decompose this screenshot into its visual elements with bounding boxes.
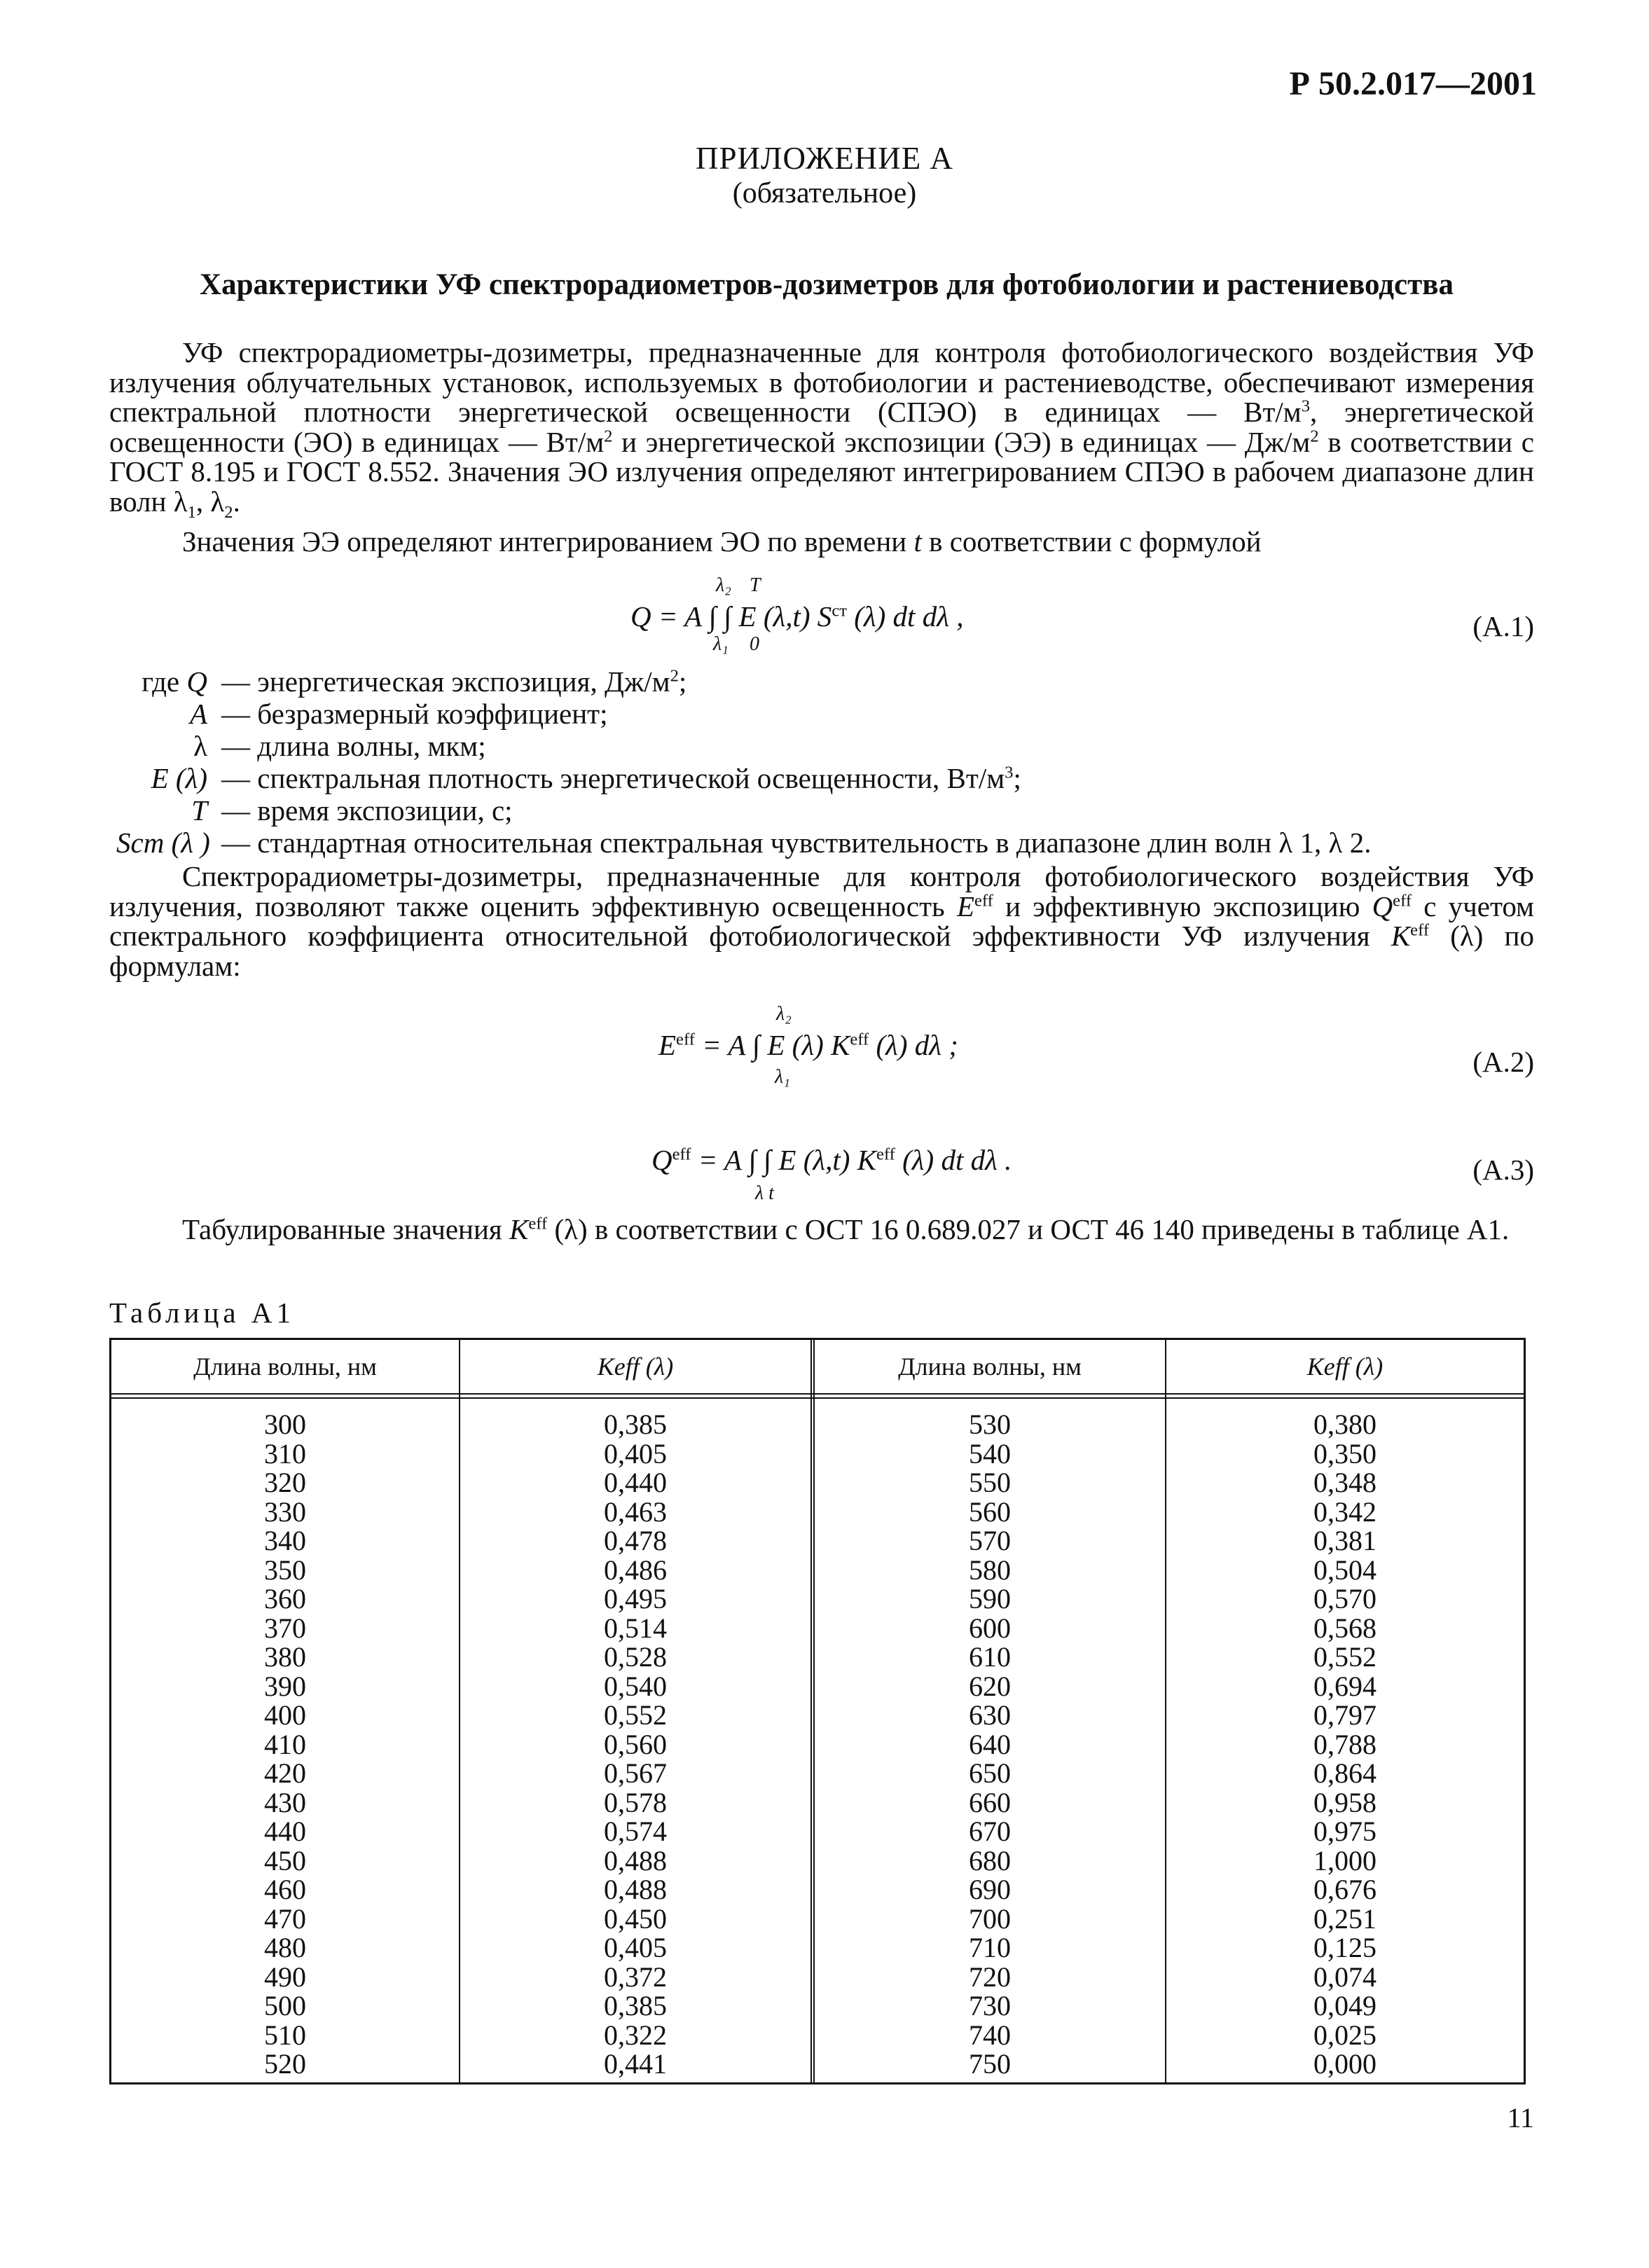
table-cell: 740 [969, 2019, 1011, 2051]
table-cell: 0,578 [604, 1786, 667, 1818]
table-cell: 420 [264, 1757, 306, 1789]
table-cell: 0,049 [1313, 1990, 1377, 2021]
table-cell: 620 [969, 1670, 1011, 1702]
page-number: 11 [1507, 2102, 1534, 2134]
definitions-list [109, 665, 1534, 862]
paragraph-energy-exposure: Значения ЭЭ определяют интегрированием ЭО по времени t в соответствии с формулой [182, 525, 1262, 558]
table-cell: 0,975 [1313, 1816, 1377, 1847]
table-cell: 0,788 [1313, 1728, 1377, 1760]
table-cell: 310 [264, 1437, 306, 1470]
formula-a3-number: (A.3) [1472, 1154, 1534, 1186]
table-cell: 0,552 [1313, 1641, 1377, 1673]
paragraph-intro: УФ спектрорадиометры-дозиметры, предназначенные для контроля фотобиологического воздействия УФ излучения облучательных установок, используемых в фотобиологии и растениеводстве, обеспечивают измерения спектральной плотности энергетической освещенности (СПЭО) в единицах — $Вт/м^3$, энергетической освещенности (ЭО) в единицах — $Вт/м^2$ и энергетической экспозиции (ЭЭ) в единицах — $Дж/м^2$ в соответствии с ГОСТ 8.195 и ГОСТ 8.552. Значения ЭО излучения определяют интегрированием СПЭО в рабочем диапазоне длин волн $\lambda_1$, $\lambda_2$. [109, 336, 1534, 522]
table-cell: 0,567 [604, 1757, 667, 1789]
table-cell: 680 [969, 1844, 1011, 1876]
table-cell: 0,405 [604, 1437, 667, 1470]
table-cell: 580 [969, 1554, 1011, 1586]
table-cell: 550 [969, 1467, 1011, 1498]
table-cell: 0,495 [604, 1583, 667, 1614]
keff-table [109, 1338, 1526, 2084]
keff-column-right [1166, 1410, 1524, 2079]
table-header-keff-right: Keff (λ) [1306, 1353, 1384, 1381]
table-cell: 300 [264, 1409, 306, 1440]
table-cell: 520 [264, 2048, 306, 2080]
table-cell: 0,560 [604, 1728, 667, 1760]
table-cell: 650 [969, 1757, 1011, 1789]
table-cell: 470 [264, 1902, 306, 1935]
paragraph-effective: Спектрорадиометры-дозиметры, предназначенные для контроля фотобиологического воздействия УФ излучения, позволяют также оценить эффективную освещенность $E^{eff}$ и эффективную экспозицию $Q^{eff}$ с учетом спектрального коэффициента относительной фотобиологической эффективности УФ излучения $K^{eff}$ (λ) по формулам: [109, 860, 1535, 982]
table-cell: 0,372 [604, 1961, 667, 1993]
table-cell: 0,385 [604, 1990, 667, 2021]
keff-column-left [460, 1410, 810, 2079]
table-cell: 0,380 [1313, 1409, 1377, 1440]
table-cell: 590 [969, 1583, 1011, 1614]
table-cell: 0,463 [604, 1495, 667, 1528]
document-code: Р 50.2.017—2001 [1289, 65, 1537, 102]
table-cell: 0,440 [604, 1467, 667, 1498]
table-cell: 460 [264, 1874, 306, 1905]
table-cell: 690 [969, 1874, 1011, 1905]
table-cell: 750 [969, 2048, 1011, 2080]
definition-item: A — безразмерный коэффициент; [189, 698, 608, 730]
table-cell: 540 [969, 1437, 1011, 1470]
definition-item: E (λ) — спектральная плотность энергетической освещенности, $Вт/м^3$; [151, 762, 1021, 794]
table-cell: 730 [969, 1990, 1011, 2021]
table-cell: 350 [264, 1554, 306, 1586]
table-cell: 320 [264, 1467, 306, 1498]
table-cell: 430 [264, 1786, 306, 1818]
table-cell: 560 [969, 1495, 1011, 1528]
table-cell: 0,441 [604, 2048, 667, 2080]
table-cell: 610 [969, 1641, 1011, 1673]
table-label: Таблица А1 [109, 1297, 295, 1329]
header-rule [111, 1393, 1524, 1399]
table-cell: 0,488 [604, 1844, 667, 1876]
table-cell: 0,958 [1313, 1786, 1377, 1818]
table-header-wavelength-left: Длина волны, нм [193, 1353, 377, 1381]
table-cell: 0,385 [604, 1409, 667, 1440]
definition-item: λ — длина волны, мкм; [193, 730, 486, 762]
table-cell: 0,486 [604, 1554, 667, 1586]
table-cell: 480 [264, 1932, 306, 1963]
table-cell: 0,074 [1313, 1961, 1377, 1993]
table-cell: 340 [264, 1525, 306, 1556]
wavelength-column-left [111, 1410, 459, 2079]
formula-a1: λ₂ T Q = A ∫ ∫ E (λ,t) $S^{ст}$ (λ) dt dλ , λ₁ 0 [630, 574, 964, 655]
table-cell: 490 [264, 1961, 306, 1993]
table-cell: 0,450 [604, 1902, 667, 1935]
table-cell: 410 [264, 1728, 306, 1760]
table-cell: 700 [969, 1902, 1011, 1935]
section-heading: Характеристики УФ спектрорадиометров-дозиметров для фотобиологии и растениеводства [200, 268, 1454, 301]
formula-a1-number: (A.1) [1472, 610, 1534, 642]
table-cell: 0,405 [604, 1932, 667, 1963]
table-cell: 0,504 [1313, 1554, 1377, 1586]
table-cell: 0,350 [1313, 1437, 1377, 1470]
table-cell: 640 [969, 1728, 1011, 1760]
table-cell: 1,000 [1313, 1844, 1377, 1876]
table-cell: 0,864 [1313, 1757, 1377, 1789]
table-cell: 500 [264, 1990, 306, 2021]
formula-a3: $Q^{eff} = A$ ∫ ∫ E (λ,t) $K^{eff}$ (λ) dt dλ . λ t [651, 1144, 1012, 1204]
table-cell: 0,528 [604, 1641, 667, 1673]
table-cell: 0,570 [1313, 1583, 1377, 1614]
table-cell: 440 [264, 1816, 306, 1847]
table-cell: 600 [969, 1612, 1011, 1644]
definition-item: где Q — энергетическая экспозиция, $Дж/м^2$; [142, 665, 687, 698]
formula-a2: λ₂ $E^{eff} = A$ ∫ E (λ) $K^{eff}$ (λ) dλ ; λ₁ [658, 1003, 958, 1088]
table-cell: 0,694 [1313, 1670, 1377, 1702]
table-cell: 0,025 [1313, 2019, 1377, 2051]
table-cell: 0,348 [1313, 1467, 1377, 1498]
table-cell: 0,552 [604, 1699, 667, 1731]
table-cell: 510 [264, 2019, 306, 2051]
wavelength-column-right [815, 1410, 1165, 2079]
table-cell: 0,251 [1313, 1902, 1377, 1935]
table-cell: 450 [264, 1844, 306, 1876]
table-cell: 0,568 [1313, 1612, 1377, 1644]
table-header-wavelength-right: Длина волны, нм [898, 1353, 1082, 1381]
paragraph-table-intro: Табулированные значения $K^{eff}$ (λ) в соответствии с ОСТ 16 0.689.027 и ОСТ 46 140 приведены в таблице А1. [182, 1213, 1510, 1245]
definition-item: T — время экспозиции, с; [191, 794, 513, 827]
table-cell: 570 [969, 1525, 1011, 1556]
table-cell: 360 [264, 1583, 306, 1614]
definition-item: Sст (λ ) — стандартная относительная спектральная чувствительность в диапазоне длин волн λ 1, λ 2. [116, 827, 1372, 859]
table-cell: 0,000 [1313, 2048, 1377, 2080]
table-cell: 330 [264, 1495, 306, 1528]
appendix-note: (обязательное) [732, 177, 917, 209]
table-cell: 630 [969, 1699, 1011, 1731]
table-cell: 720 [969, 1961, 1011, 1993]
table-cell: 0,478 [604, 1525, 667, 1556]
table-cell: 390 [264, 1670, 306, 1702]
table-cell: 710 [969, 1932, 1011, 1963]
appendix-title: ПРИЛОЖЕНИЕ А [696, 141, 953, 176]
table-cell: 670 [969, 1816, 1011, 1847]
table-cell: 0,797 [1313, 1699, 1377, 1731]
table-cell: 530 [969, 1409, 1011, 1440]
table-cell: 0,342 [1313, 1495, 1377, 1528]
table-cell: 0,574 [604, 1816, 667, 1847]
table-cell: 0,381 [1313, 1525, 1377, 1556]
table-cell: 0,488 [604, 1874, 667, 1905]
table-cell: 0,676 [1313, 1874, 1377, 1905]
formula-a2-number: (A.2) [1472, 1046, 1534, 1078]
table-cell: 0,540 [604, 1670, 667, 1702]
table-cell: 0,322 [604, 2019, 667, 2051]
table-cell: 0,514 [604, 1612, 667, 1644]
table-cell: 370 [264, 1612, 306, 1644]
table-header-keff-left: Keff (λ) [597, 1353, 674, 1381]
table-cell: 0,125 [1313, 1932, 1377, 1963]
table-cell: 660 [969, 1786, 1011, 1818]
table-cell: 400 [264, 1699, 306, 1731]
table-cell: 380 [264, 1641, 306, 1673]
